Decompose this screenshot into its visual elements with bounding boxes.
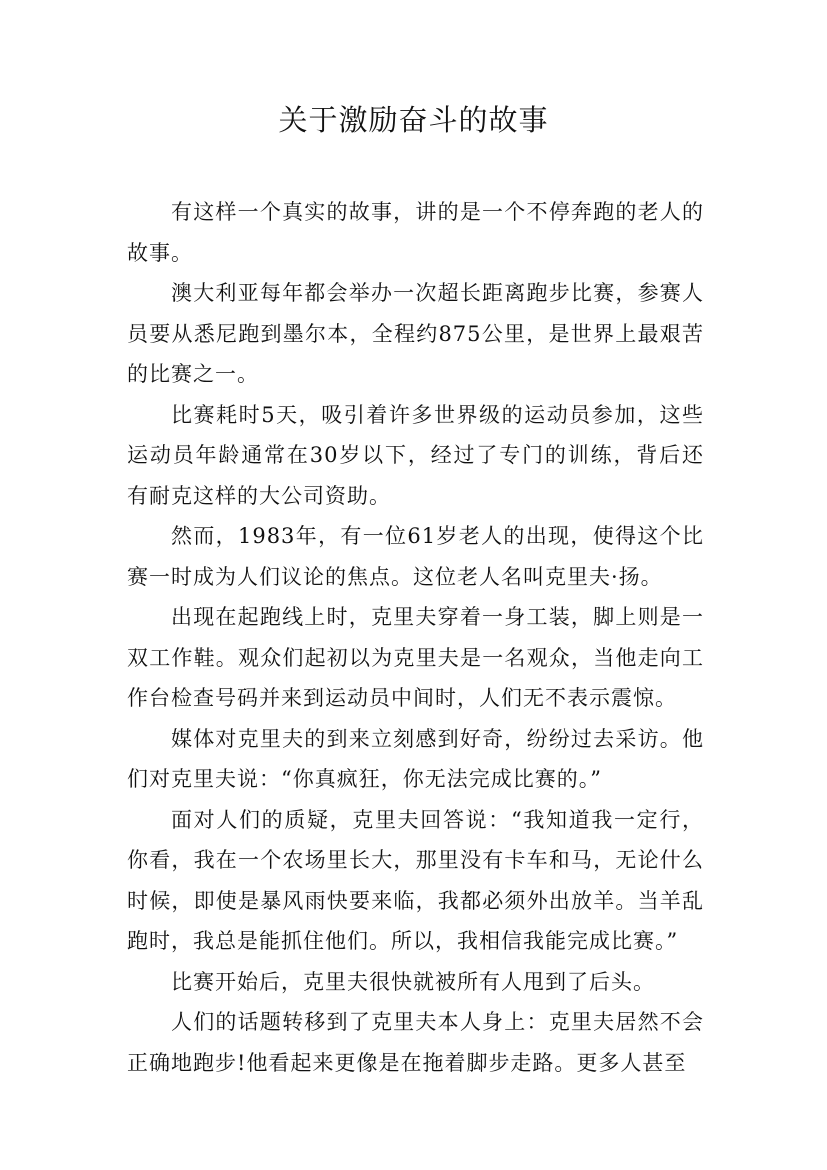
- paragraph: 然而，1983年，有一位61岁老人的出现，使得这个比赛一时成为人们议论的焦点。这位老人名叫克里夫·扬。: [127, 524, 704, 589]
- paragraph: 澳大利亚每年都会举办一次超长距离跑步比赛，参赛人员要从悉尼跑到墨尔本，全程约875公里，是世界上最艰苦的比赛之一。: [127, 281, 704, 386]
- document-title: 关于激励奋斗的故事: [278, 103, 549, 137]
- paragraph: 出现在起跑线上时，克里夫穿着一身工装，脚上则是一双工作鞋。观众们起初以为克里夫是一名观众，当他走向工作台检查号码并来到运动员中间时，人们无不表示震惊。: [127, 605, 704, 710]
- paragraph: 人们的话题转移到了克里夫本人身上：克里夫居然不会正确地跑步!他看起来更像是在拖着脚步走路。更多人甚至: [127, 1010, 704, 1075]
- paragraph: 比赛耗时5天，吸引着许多世界级的运动员参加，这些运动员年龄通常在30岁以下，经过了专门的训练，背后还有耐克这样的大公司资助。: [127, 402, 704, 508]
- document-body: [127, 192, 704, 1083]
- paragraph: 面对人们的质疑，克里夫回答说：“我知道我一定行，你看，我在一个农场里长大，那里没有卡车和马，无论什么时候，即使是暴风雨快要来临，我都必须外出放羊。当羊乱跑时，我总是能抓住他们。所以，我相信我能完成比赛。”: [127, 807, 704, 953]
- paragraph: 有这样一个真实的故事，讲的是一个不停奔跑的老人的故事。: [127, 200, 704, 265]
- paragraph: 媒体对克里夫的到来立刻感到好奇，纷纷过去采访。他们对克里夫说：“你真疯狂，你无法完成比赛的。”: [127, 726, 704, 791]
- paragraph: 比赛开始后，克里夫很快就被所有人甩到了后头。: [171, 969, 655, 994]
